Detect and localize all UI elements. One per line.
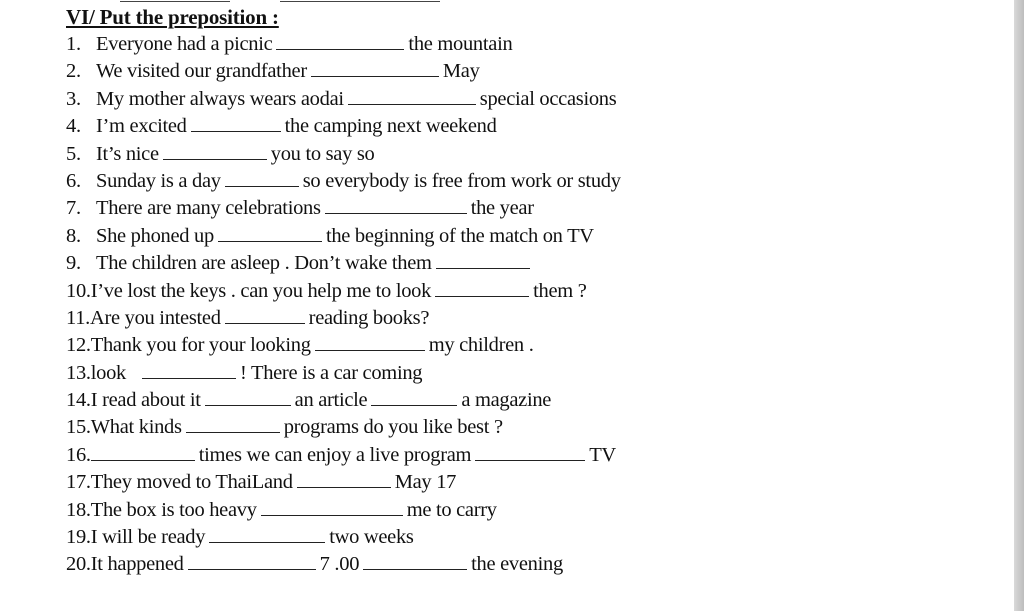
question-text: ! There is a car coming: [239, 361, 423, 384]
question-text: the camping next weekend: [284, 115, 497, 138]
question-text: The box is too heavy: [90, 498, 257, 521]
question-text: I’ve lost the keys . can you help me to look: [90, 279, 432, 302]
question-text: We visited our grandfather: [96, 60, 307, 83]
question-text: Thank you for your looking: [90, 334, 311, 357]
question-text: an article: [294, 389, 368, 412]
question-number: 9.: [66, 252, 81, 275]
question-text: the year: [470, 197, 534, 220]
question-text: reading books?: [308, 306, 430, 329]
question-text: look: [90, 361, 126, 384]
question-number: 15.: [66, 416, 91, 439]
question-12: [66, 332, 966, 359]
answer-blank[interactable]: [188, 551, 316, 570]
question-19: [66, 524, 966, 551]
question-13: [66, 360, 966, 387]
question-text: The children are asleep . Don’t wake them: [96, 252, 432, 275]
question-text: times we can enjoy a live program: [198, 443, 472, 466]
question-text: programs do you like best ?: [283, 416, 503, 439]
answer-blank[interactable]: [363, 551, 467, 570]
question-number: 8.: [66, 224, 81, 247]
question-text: the mountain: [408, 33, 513, 55]
worksheet: [66, 4, 966, 579]
question-text: They moved to ThaiLand: [90, 471, 293, 494]
question-9: [66, 250, 966, 277]
question-text: the evening: [471, 553, 563, 576]
question-4: [66, 113, 966, 140]
question-7: [66, 195, 966, 222]
question-text: There are many celebrations: [96, 197, 321, 220]
answer-blank[interactable]: [475, 442, 585, 461]
question-text: I’m excited: [96, 115, 187, 138]
question-5: [66, 141, 966, 168]
question-text: you to say so: [270, 142, 375, 165]
answer-blank[interactable]: [91, 442, 195, 461]
question-number: 5.: [66, 142, 81, 165]
question-8: [66, 223, 966, 250]
question-16: [66, 442, 966, 469]
answer-blank[interactable]: [435, 278, 529, 297]
answer-blank[interactable]: [225, 168, 299, 187]
answer-blank[interactable]: [142, 360, 236, 379]
question-1: [66, 31, 966, 58]
answer-blank[interactable]: [186, 414, 280, 433]
question-text: me to carry: [406, 498, 497, 521]
question-number: 10.: [66, 279, 91, 302]
question-text: 7 .00: [319, 553, 360, 576]
question-17: [66, 469, 966, 496]
page-edge-shadow: [1014, 0, 1024, 611]
answer-blank[interactable]: [205, 387, 291, 406]
question-text: It’s nice: [96, 142, 159, 165]
question-text: She phoned up: [96, 224, 214, 247]
question-text: special occasions: [479, 87, 617, 110]
question-2: [66, 58, 966, 85]
question-6: [66, 168, 966, 195]
question-text: What kinds: [90, 416, 182, 439]
question-number: 18.: [66, 498, 91, 521]
question-number: 12.: [66, 334, 91, 357]
question-number: 20.: [66, 553, 91, 576]
question-number: 3.: [66, 87, 81, 110]
question-text: my children .: [428, 334, 534, 357]
question-number: 1.: [66, 33, 81, 55]
question-text: I will be ready: [90, 526, 206, 549]
question-number: 13.: [66, 361, 91, 384]
question-18: [66, 497, 966, 524]
answer-blank[interactable]: [225, 305, 305, 324]
question-text: It happened: [90, 553, 184, 576]
question-text: Sunday is a day: [96, 169, 221, 192]
question-text: My mother always wears aodai: [96, 87, 344, 110]
answer-blank[interactable]: [191, 113, 281, 132]
answer-blank[interactable]: [218, 223, 322, 242]
question-text: TV: [589, 443, 616, 466]
question-15: [66, 414, 966, 441]
question-text: Everyone had a picnic: [96, 33, 273, 55]
answer-blank[interactable]: [436, 250, 530, 269]
question-text: the beginning of the match on TV: [325, 224, 594, 247]
question-text: them ?: [533, 279, 587, 302]
question-number: 4.: [66, 115, 81, 138]
answer-blank[interactable]: [163, 141, 267, 160]
question-3: [66, 86, 966, 113]
question-number: 17.: [66, 471, 91, 494]
question-14: [66, 387, 966, 414]
question-11: [66, 305, 966, 332]
answer-blank[interactable]: [276, 31, 404, 50]
question-text: May: [442, 60, 480, 83]
question-text: I read about it: [90, 389, 201, 412]
question-number: 7.: [66, 197, 81, 220]
answer-blank[interactable]: [261, 497, 403, 516]
question-text: two weeks: [329, 526, 414, 549]
answer-blank[interactable]: [371, 387, 457, 406]
question-20: [66, 551, 966, 578]
answer-blank[interactable]: [311, 58, 439, 77]
question-text: a magazine: [461, 389, 552, 412]
question-number: 19.: [66, 526, 91, 549]
question-list: [66, 31, 966, 579]
question-text: so everybody is free from work or study: [302, 169, 621, 192]
question-number: 6.: [66, 169, 81, 192]
question-number: 2.: [66, 60, 81, 83]
question-number: 14.: [66, 389, 91, 412]
question-10: [66, 278, 966, 305]
answer-blank[interactable]: [209, 524, 325, 543]
question-number: 11.: [66, 306, 90, 329]
question-text: May 17: [394, 471, 457, 494]
answer-blank[interactable]: [315, 332, 425, 351]
question-number: 16.: [66, 443, 91, 466]
exercise-title: VI/ Put the preposition :: [66, 5, 279, 29]
answer-blank[interactable]: [348, 86, 476, 105]
question-text: Are you intested: [89, 306, 221, 329]
answer-blank[interactable]: [325, 195, 467, 214]
answer-blank[interactable]: [297, 469, 391, 488]
